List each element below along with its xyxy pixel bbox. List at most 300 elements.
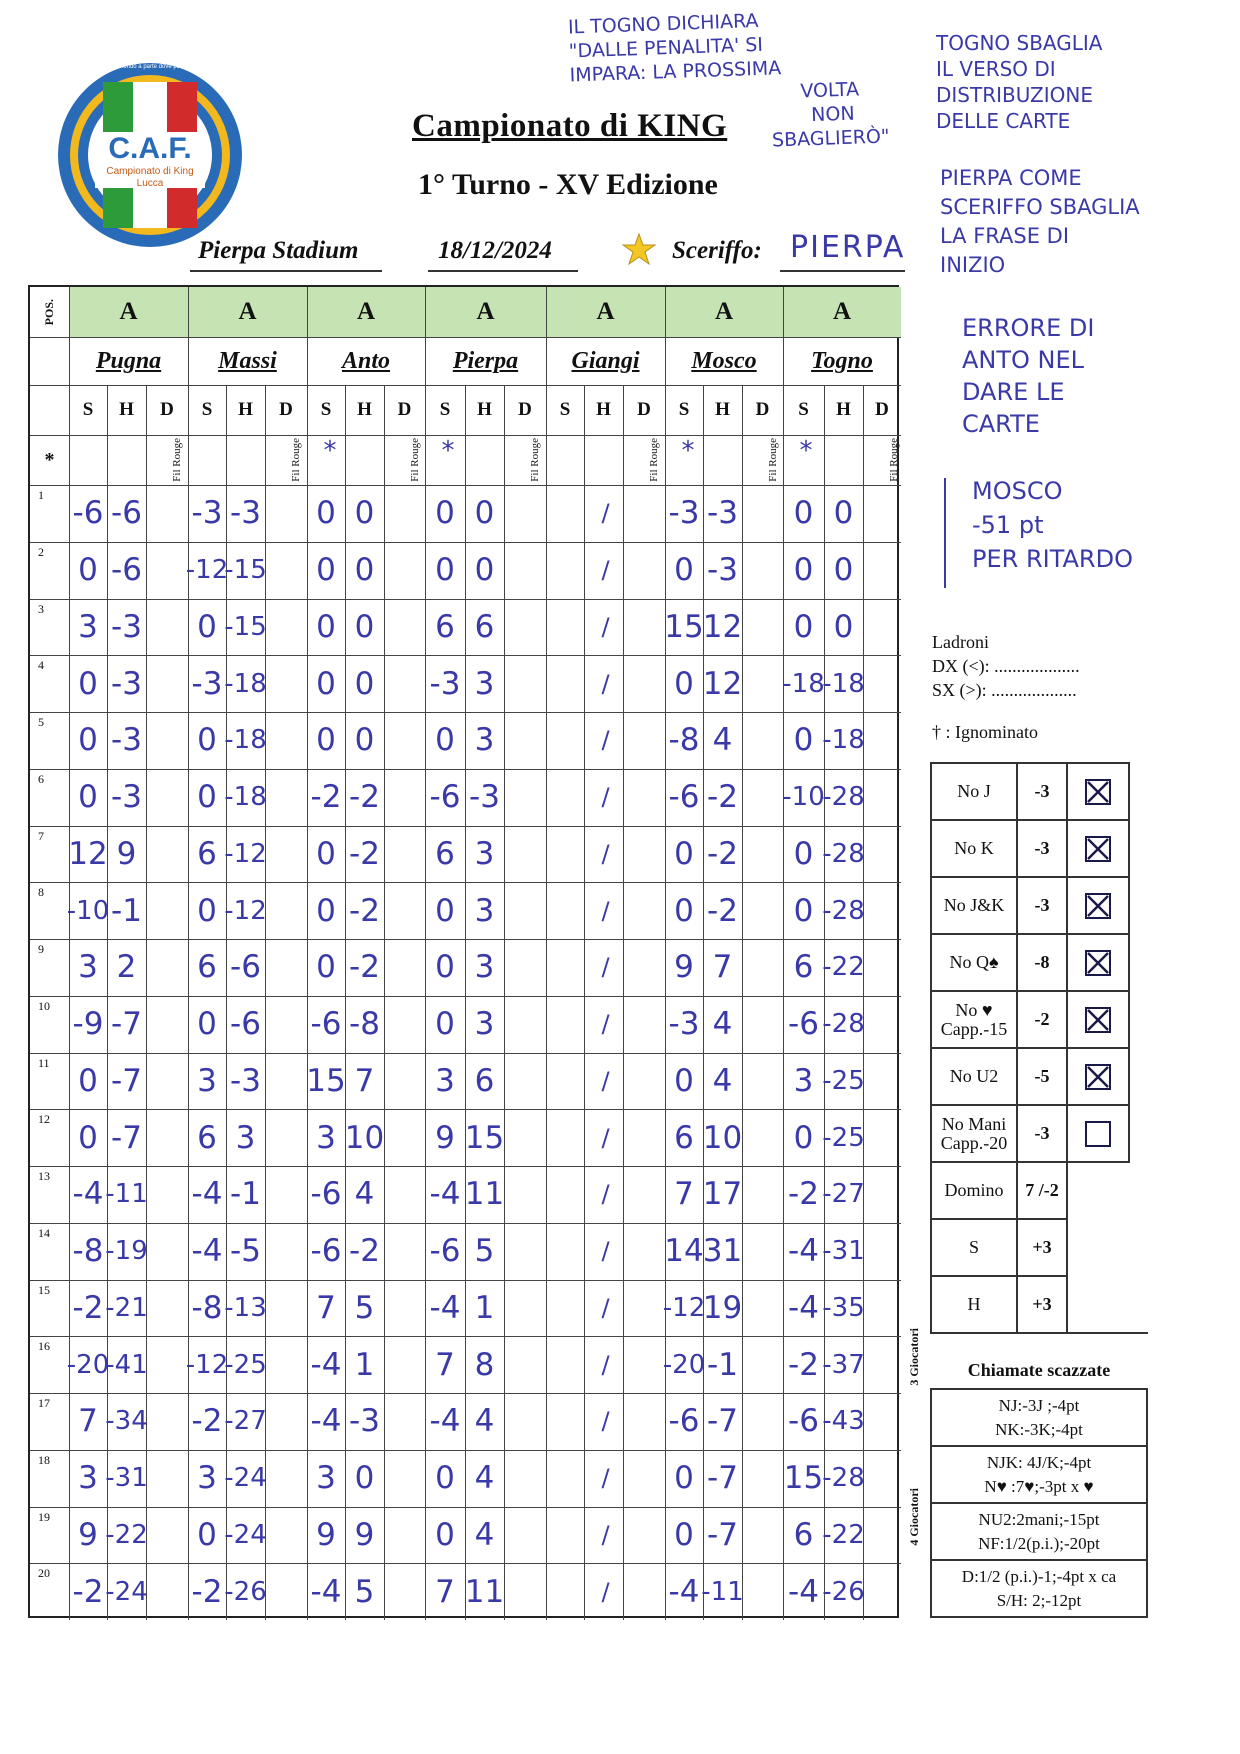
subheader-h: H (836, 399, 851, 420)
score-cell: 12 (702, 665, 743, 702)
score-cell: -2 (788, 1346, 819, 1383)
score-cell: 4 (712, 1062, 733, 1099)
h-bonus-value: +3 (1016, 1275, 1068, 1334)
penalty-label (930, 933, 1018, 992)
fil-rouge-text: Fil Rouge (648, 438, 660, 482)
score-cell: 0 (674, 1062, 694, 1099)
fil-rouge-label (766, 435, 780, 485)
player-grade: A (546, 287, 665, 337)
score-cell: -18 (224, 782, 267, 813)
note-line: DARE LE (962, 378, 1065, 406)
logo-name: C.A.F. (108, 132, 192, 165)
penalty-label-text: No Mani (941, 1113, 1007, 1134)
score-cell: -6 (668, 1403, 700, 1440)
subheader-h: H (357, 399, 372, 420)
score-cell: -31 (822, 1236, 865, 1267)
note-line: SCERIFFO SBAGLIA (940, 195, 1140, 219)
fil-rouge-label (289, 435, 303, 485)
score-cell: -6 (230, 949, 261, 986)
score-cell: 6 (674, 1119, 694, 1156)
score-cell: 7 (435, 1573, 455, 1610)
note-line: PER RITARDO (972, 545, 1133, 573)
note-line: SBAGLIERÒ" (771, 125, 890, 152)
subheader-s: S (320, 399, 332, 420)
score-cell: -6 (310, 1176, 342, 1213)
score-cell: -8 (72, 1233, 104, 1270)
score-cell: 0 (674, 552, 694, 589)
score-cell: -20 (662, 1349, 706, 1380)
score-cell: -4 (788, 1289, 819, 1326)
note-line: ANTO NEL (962, 346, 1085, 374)
score-cell: -10 (66, 895, 110, 926)
checked-box-icon[interactable] (1085, 1007, 1111, 1033)
score-cell: 0 (674, 835, 694, 872)
score-cell: 0 (316, 722, 336, 759)
ignominato-legend: † : Ignominato (932, 722, 1038, 742)
note-line: MOSCO (972, 477, 1063, 505)
score-cell: 4 (474, 1516, 495, 1553)
score-cell: -15 (224, 555, 267, 586)
score-cell: 6 (435, 835, 455, 872)
side-label-4-players (905, 1417, 923, 1617)
subheader-s: S (439, 399, 451, 420)
score-cell: -11 (105, 1179, 148, 1210)
chiamate-divider (930, 1332, 1148, 1334)
score-cell: / (601, 556, 610, 585)
rule-text: D:1/2 (p.i.)-1;-4pt x ca (961, 1566, 1117, 1586)
row-number: 9 (38, 942, 44, 956)
score-cell: 12 (702, 608, 743, 645)
score-cell: 31 (702, 1233, 743, 1270)
score-cell: 0 (674, 1460, 694, 1497)
score-cell: -7 (111, 1006, 142, 1043)
row-number: 10 (38, 998, 50, 1013)
score-cell: -28 (822, 1463, 865, 1494)
ladroni-dx: DX (<): ................... (932, 656, 1080, 676)
score-cell: 0 (793, 722, 814, 759)
score-cell: -2 (707, 779, 738, 816)
score-cell: 0 (316, 892, 336, 929)
score-cell: 2 (116, 949, 137, 986)
score-cell: 6 (197, 1119, 217, 1156)
date-line (428, 270, 578, 272)
chiamate-title: Chiamate scazzate (967, 1360, 1111, 1380)
score-cell: 11 (464, 1176, 505, 1213)
note-togno-verso (936, 30, 1102, 134)
score-cell: -3 (429, 665, 461, 702)
penalty-value: -2 (1016, 990, 1068, 1049)
score-cell: -9 (72, 1006, 104, 1043)
score-cell: 3 (316, 1460, 336, 1497)
score-cell: 6 (435, 608, 455, 645)
score-cell: -25 (822, 1065, 865, 1096)
score-cell: -3 (111, 665, 142, 702)
score-cell: / (601, 953, 610, 982)
score-cell: 5 (354, 1573, 375, 1610)
penalty-value: -8 (1016, 933, 1068, 992)
score-cell: 0 (793, 495, 814, 532)
score-cell: -7 (111, 1062, 142, 1099)
score-cell: 6 (793, 1516, 814, 1553)
score-cell: -25 (224, 1349, 267, 1380)
score-cell: 3 (474, 665, 495, 702)
score-cell: / (601, 839, 610, 868)
penalty-label (930, 819, 1018, 878)
score-cell: -11 (701, 1576, 744, 1607)
player-name-togno: Togno (811, 347, 873, 374)
score-cell: -8 (191, 1289, 223, 1326)
checked-box-icon[interactable] (1085, 1064, 1111, 1090)
score-cell: 0 (793, 608, 814, 645)
score-cell: -24 (105, 1576, 148, 1607)
score-cell: -31 (105, 1463, 148, 1494)
penalty-label (930, 1047, 1018, 1106)
score-cell: -35 (822, 1292, 865, 1323)
score-cell: -2 (788, 1176, 819, 1213)
score-cell: / (601, 1293, 610, 1322)
score-cell: -21 (105, 1292, 148, 1323)
score-cell: 6 (793, 949, 814, 986)
penalty-value: -5 (1016, 1047, 1068, 1106)
rule-text: N♥ :7♥;-3pt x ♥ (984, 1476, 1094, 1496)
score-cell: / (601, 499, 610, 528)
score-cell: -3 (668, 1006, 700, 1043)
score-cell: 0 (674, 1516, 694, 1553)
score-cell: -18 (782, 668, 825, 699)
row-number: 14 (38, 1225, 50, 1240)
star-mark (75, 435, 109, 467)
score-cell: 0 (793, 835, 814, 872)
score-cell: -12 (224, 895, 267, 926)
score-cell: 0 (435, 1460, 455, 1497)
score-cell: 0 (316, 495, 336, 532)
score-cell: 0 (833, 608, 854, 645)
score-cell: 6 (474, 1062, 495, 1099)
subheader-s: S (678, 399, 690, 420)
score-cell: -25 (822, 1122, 865, 1153)
score-cell: / (601, 1066, 610, 1095)
note-line: TOGNO SBAGLIA (936, 31, 1103, 55)
score-cell: -3 (707, 552, 738, 589)
score-cell: -37 (822, 1349, 865, 1380)
fil-rouge-label (528, 435, 542, 485)
score-cell: 1 (354, 1346, 375, 1383)
score-cell: -4 (310, 1403, 342, 1440)
score-cell: 0 (316, 949, 336, 986)
score-cell: 0 (833, 552, 854, 589)
note-line: CARTE (962, 410, 1040, 438)
score-cell: -1 (111, 892, 142, 929)
note-line: VOLTA (799, 78, 860, 103)
score-cell: -4 (788, 1233, 819, 1270)
row-number: 1 (38, 488, 44, 502)
player-grade: A (665, 287, 783, 337)
score-cell: -4 (191, 1233, 223, 1270)
subheader-h: H (119, 399, 134, 420)
score-cell: 0 (435, 1516, 455, 1553)
note-line: LA FRASE DI (940, 224, 1070, 248)
score-cell: -2 (349, 1233, 380, 1270)
venue: Pierpa Stadium (198, 237, 359, 264)
subheader-d: D (755, 399, 770, 420)
penalty-label-text: No ♥ (955, 999, 993, 1020)
score-cell: -6 (788, 1006, 819, 1043)
penalty-label (930, 876, 1018, 935)
note-mosco (972, 474, 1133, 576)
score-cell: 6 (197, 835, 217, 872)
score-cell: 0 (354, 608, 375, 645)
score-cell: -2 (72, 1573, 104, 1610)
player-grade: A (307, 287, 425, 337)
score-cell: -18 (224, 725, 267, 756)
score-cell: 0 (354, 495, 375, 532)
row-number: 16 (38, 1339, 50, 1354)
star-mark: * (441, 436, 455, 466)
score-cell: 0 (197, 722, 217, 759)
score-cell: 4 (712, 722, 733, 759)
score-cell: -2 (191, 1573, 223, 1610)
score-cell: -41 (105, 1349, 148, 1380)
score-cell: -7 (111, 1119, 142, 1156)
score-cell: -2 (191, 1403, 223, 1440)
score-cell: -4 (310, 1346, 342, 1383)
subheader-h: H (238, 399, 253, 420)
score-cell: 0 (354, 1460, 375, 1497)
score-cell: 0 (474, 495, 495, 532)
grid-vline (504, 385, 505, 1620)
star-mark (194, 435, 228, 467)
checked-box-icon[interactable] (1085, 893, 1111, 919)
subheader-s: S (559, 399, 571, 420)
score-cell: -18 (224, 668, 267, 699)
score-cell: / (601, 1464, 610, 1493)
score-cell: 7 (78, 1403, 98, 1440)
score-cell: / (601, 1520, 610, 1549)
score-cell: 3 (793, 1062, 814, 1099)
score-cell: 4 (474, 1460, 495, 1497)
score-cell: / (601, 1577, 610, 1606)
checked-box-icon[interactable] (1085, 950, 1111, 976)
star-label: * (44, 448, 55, 471)
score-cell: -27 (822, 1179, 865, 1210)
checked-box-icon[interactable] (1085, 779, 1111, 805)
domino-label: Domino (930, 1161, 1018, 1220)
side-label-3-players (905, 1287, 923, 1427)
subheader-h: H (596, 399, 611, 420)
penalty-checkbox-cell (1066, 933, 1130, 992)
score-cell: / (601, 726, 610, 755)
row-number: 8 (38, 885, 44, 900)
row-number: 11 (38, 1055, 50, 1070)
score-cell: / (601, 1237, 610, 1266)
score-cell: 3 (474, 1006, 495, 1043)
score-cell: 0 (674, 665, 694, 702)
penalty-checkbox-cell (1066, 1047, 1130, 1106)
score-cell: 12 (68, 835, 108, 872)
player-name-pugna: Pugna (95, 347, 162, 374)
subheader-d: D (518, 399, 532, 420)
score-cell: -28 (822, 838, 865, 869)
score-cell: 3 (78, 1460, 98, 1497)
row-number: 19 (38, 1509, 50, 1524)
score-cell: -20 (66, 1349, 110, 1380)
score-cell: -7 (707, 1516, 738, 1553)
score-cell: -4 (429, 1176, 461, 1213)
side-4-text: 4 Giocatori (906, 1488, 921, 1546)
player-grade: A (425, 287, 546, 337)
score-cell: -3 (230, 495, 261, 532)
grid-vline (384, 385, 385, 1620)
subheader-s: S (201, 399, 213, 420)
score-cell: -6 (668, 779, 700, 816)
score-cell: 0 (793, 552, 814, 589)
venue-line (190, 270, 382, 272)
score-cell: -19 (105, 1236, 148, 1267)
score-cell: 6 (474, 608, 495, 645)
score-cell: 0 (833, 495, 854, 532)
score-cell: 0 (435, 892, 455, 929)
penalty-label-text: No J (957, 781, 991, 801)
sheriff-line (780, 270, 905, 272)
fil-rouge-text: Fil Rouge (888, 438, 900, 482)
note-line: -51 pt (972, 511, 1044, 539)
checked-box-icon[interactable] (1085, 836, 1111, 862)
score-cell: -3 (111, 722, 142, 759)
score-cell: 7 (435, 1346, 455, 1383)
subheader-h: H (715, 399, 730, 420)
rule-text: NU2:2mani;-15pt (978, 1509, 1100, 1529)
score-cell: 0 (316, 608, 336, 645)
score-cell: 9 (316, 1516, 336, 1553)
score-cell: 0 (435, 495, 455, 532)
score-cell: 3 (474, 949, 495, 986)
score-cell: 0 (435, 552, 455, 589)
score-cell: 3 (316, 1119, 336, 1156)
score-cell: -12 (185, 1349, 229, 1380)
score-cell: / (601, 1010, 610, 1039)
side-3-text: 3 Giocatori (906, 1328, 921, 1386)
score-cell: 0 (354, 722, 375, 759)
score-cell: -5 (230, 1233, 261, 1270)
score-cell: 0 (316, 835, 336, 872)
note-bracket (944, 478, 946, 588)
penalty-label (930, 762, 1018, 821)
player-grade: A (69, 287, 188, 337)
player-name-anto: Anto (341, 347, 391, 374)
score-cell: -4 (429, 1403, 461, 1440)
rule-text: NJK: 4J/K;-4pt (986, 1452, 1092, 1472)
score-cell: 0 (78, 779, 98, 816)
penalty-checkbox-cell (1066, 876, 1130, 935)
note-line: IMPARA: LA PROSSIMA (569, 57, 782, 87)
score-cell: -4 (668, 1573, 700, 1610)
score-cell: 0 (316, 552, 336, 589)
row-number: 4 (38, 658, 44, 673)
fil-rouge-label (887, 435, 901, 485)
score-cell: 9 (78, 1516, 98, 1553)
row-number: 6 (38, 771, 44, 786)
score-cell: -10 (782, 782, 825, 813)
score-cell: -2 (349, 835, 380, 872)
rule-box (930, 1388, 1148, 1447)
logo-motto: La C.A.F. è un mondo a parte dove puoi scatenare ... (78, 64, 220, 70)
ladroni-sx: SX (>): ................... (932, 680, 1077, 700)
star-mark: * (799, 436, 813, 466)
penalty-checkbox-cell (1066, 1104, 1130, 1163)
score-cell: 8 (474, 1346, 495, 1383)
score-cell: 0 (435, 722, 455, 759)
star-icon (622, 232, 656, 266)
penalty-label-sub: Capp.-15 (940, 1018, 1008, 1039)
note-togno (568, 5, 890, 160)
score-cell: -6 (111, 495, 142, 532)
s-bonus-value: +3 (1016, 1218, 1068, 1277)
fil-rouge-label (408, 435, 422, 485)
player-grade: A (783, 287, 901, 337)
score-cell: -28 (822, 895, 865, 926)
score-cell: 10 (702, 1119, 743, 1156)
score-cell: -4 (310, 1573, 342, 1610)
score-cell: -15 (224, 611, 267, 642)
score-cell: -4 (788, 1573, 819, 1610)
rule-text: NK:-3K;-4pt (995, 1419, 1083, 1439)
subheader-s: S (798, 399, 809, 420)
score-cell: / (601, 612, 610, 641)
score-cell: / (601, 1180, 610, 1209)
subheader-h: H (477, 399, 492, 420)
score-cell: 4 (354, 1176, 375, 1213)
fil-rouge-text: Fil Rouge (767, 438, 779, 482)
score-cell: 7 (712, 949, 733, 986)
subheader-d: D (160, 399, 174, 420)
score-cell: 0 (793, 892, 814, 929)
rule-text: NJ:-3J ;-4pt (998, 1395, 1080, 1415)
score-cell: -12 (662, 1292, 706, 1323)
ladroni-label: Ladroni (932, 632, 989, 652)
note-line: NON (810, 102, 855, 127)
score-cell: / (601, 1407, 610, 1436)
note-anto (962, 312, 1094, 440)
penalty-checkbox-cell (1066, 819, 1130, 878)
score-cell: 7 (674, 1176, 694, 1213)
star-mark: * (323, 436, 337, 466)
page-subtitle: 1° Turno - XV Edizione (418, 168, 718, 201)
score-cell: 7 (354, 1062, 375, 1099)
score-cell: -13 (224, 1292, 267, 1323)
score-cell: 0 (435, 949, 455, 986)
penalty-label (930, 1104, 1018, 1163)
score-cell: -3 (349, 1403, 380, 1440)
empty-box-icon[interactable] (1085, 1121, 1111, 1147)
row-number: 7 (38, 828, 44, 843)
score-cell: 0 (197, 892, 217, 929)
rule-box (930, 1559, 1148, 1618)
row-number: 13 (38, 1169, 50, 1183)
penalty-value: -3 (1016, 819, 1068, 878)
subheader-d: D (397, 399, 412, 420)
score-cell: 3 (78, 608, 98, 645)
score-cell: -6 (429, 1233, 461, 1270)
row-number: 12 (38, 1112, 50, 1127)
row-number: 3 (38, 601, 44, 616)
score-cell: -12 (185, 555, 229, 586)
score-cell: 9 (435, 1119, 455, 1156)
score-cell: 0 (78, 1119, 98, 1156)
pos-label: POS. (42, 298, 56, 326)
date: 18/12/2024 (438, 237, 552, 264)
score-cell: -43 (822, 1406, 865, 1437)
note-pierpa (940, 164, 1140, 280)
